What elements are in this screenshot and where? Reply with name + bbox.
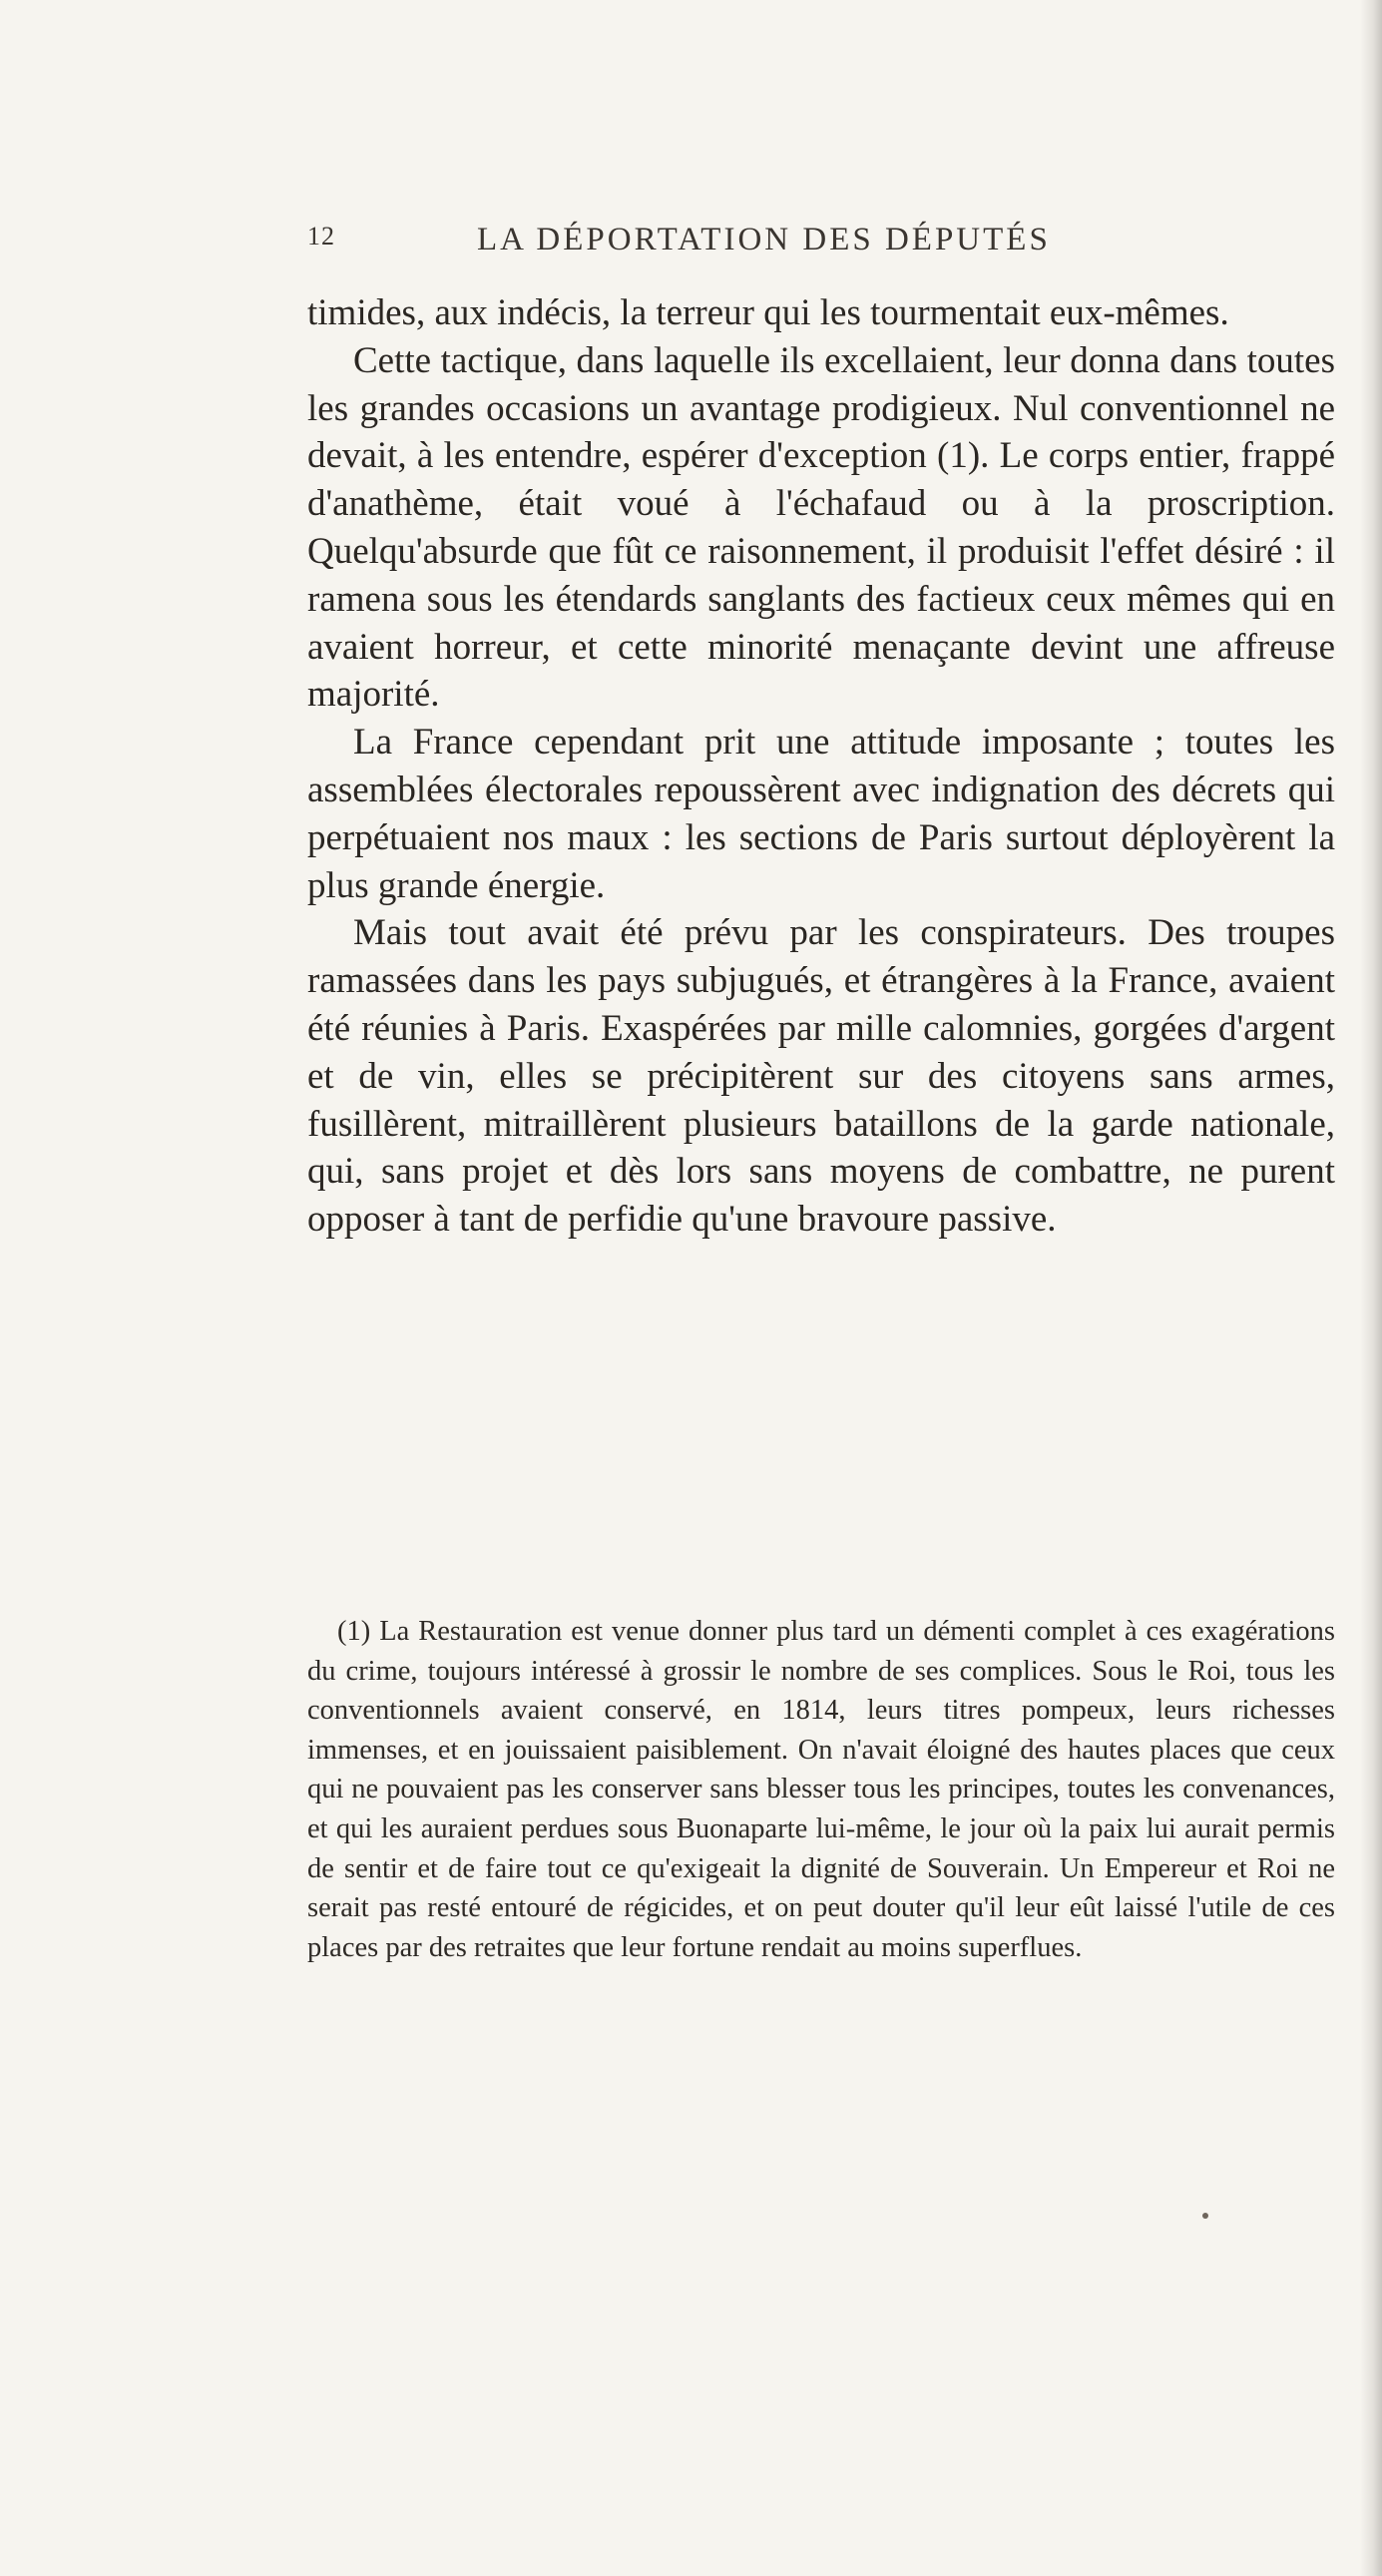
page-number: 12 [307, 222, 335, 251]
body-text [307, 289, 1335, 1244]
ink-speck [1202, 2213, 1208, 2219]
running-head: LA DÉPORTATION DES DÉPUTÉS [477, 222, 1051, 258]
footnote-text: (1) La Restauration est venue donner plus tard un démenti complet à ces exagérations du crime, toujours intéressé à grossir le nombre de ses complices. Sous le Roi, tous les conventionnels avaient conservé, en 1814, leurs titres pompeux, leurs richesses immenses, et en jouissaient paisiblement. On n'avait éloigné des hautes places que ceux qui ne pouvaient pas les conserver sans blesser tous les principes, toutes les convenances, et qui les auraient perdues sous Buonaparte lui-même, le jour où la paix lui aurait permis de sentir et de faire tout ce qu'exigeait la dignité de Souverain. Un Empereur et Roi ne serait pas resté entouré de régicides, et on peut douter qu'il leur eût laissé l'utile de ces places par des retraites que leur fortune rendait au moins superflues. [307, 1616, 1335, 1963]
paragraph: Cette tactique, dans laquelle ils excellaient, leur donna dans toutes les grandes occasions un avantage prodigieux. Nul conventionnel ne devait, à les entendre, espérer d'exception (1). Le corps entier, frappé d'anathème, était voué à l'échafaud ou à la proscription. Quelqu'absurde que fût ce raisonnement, il produisit l'effet désiré : il ramena sous les étendards sanglants des factieux ceux mêmes qui en avaient horreur, et cette minorité menaçante devint une affreuse majorité. [307, 339, 1335, 716]
page-edge-shadow [1360, 0, 1382, 2576]
paragraph: Mais tout avait été prévu par les conspirateurs. Des troupes ramassées dans les pays subjugués, et étrangères à la France, avaient été réunies à Paris. Exaspérées par mille calomnies, gorgées d'argent et de vin, elles se précipitèrent sur des citoyens sans armes, fusillèrent, mitraillèrent plusieurs bataillons de la garde nationale, qui, sans projet et dès lors sans moyens de combattre, ne purent opposer à tant de perfidie qu'une bravoure passive. [307, 912, 1335, 1241]
page-header [307, 222, 1355, 271]
paragraph: timides, aux indécis, la terreur qui les tourmentait eux-mêmes. [307, 292, 1229, 333]
footnote [307, 1612, 1335, 1967]
paragraph: La France cependant prit une attitude imposante ; toutes les assemblées électorales repoussèrent avec indignation des décrets qui perpétuaient nos maux : les sections de Paris surtout déployèrent la plus grande énergie. [307, 722, 1335, 906]
